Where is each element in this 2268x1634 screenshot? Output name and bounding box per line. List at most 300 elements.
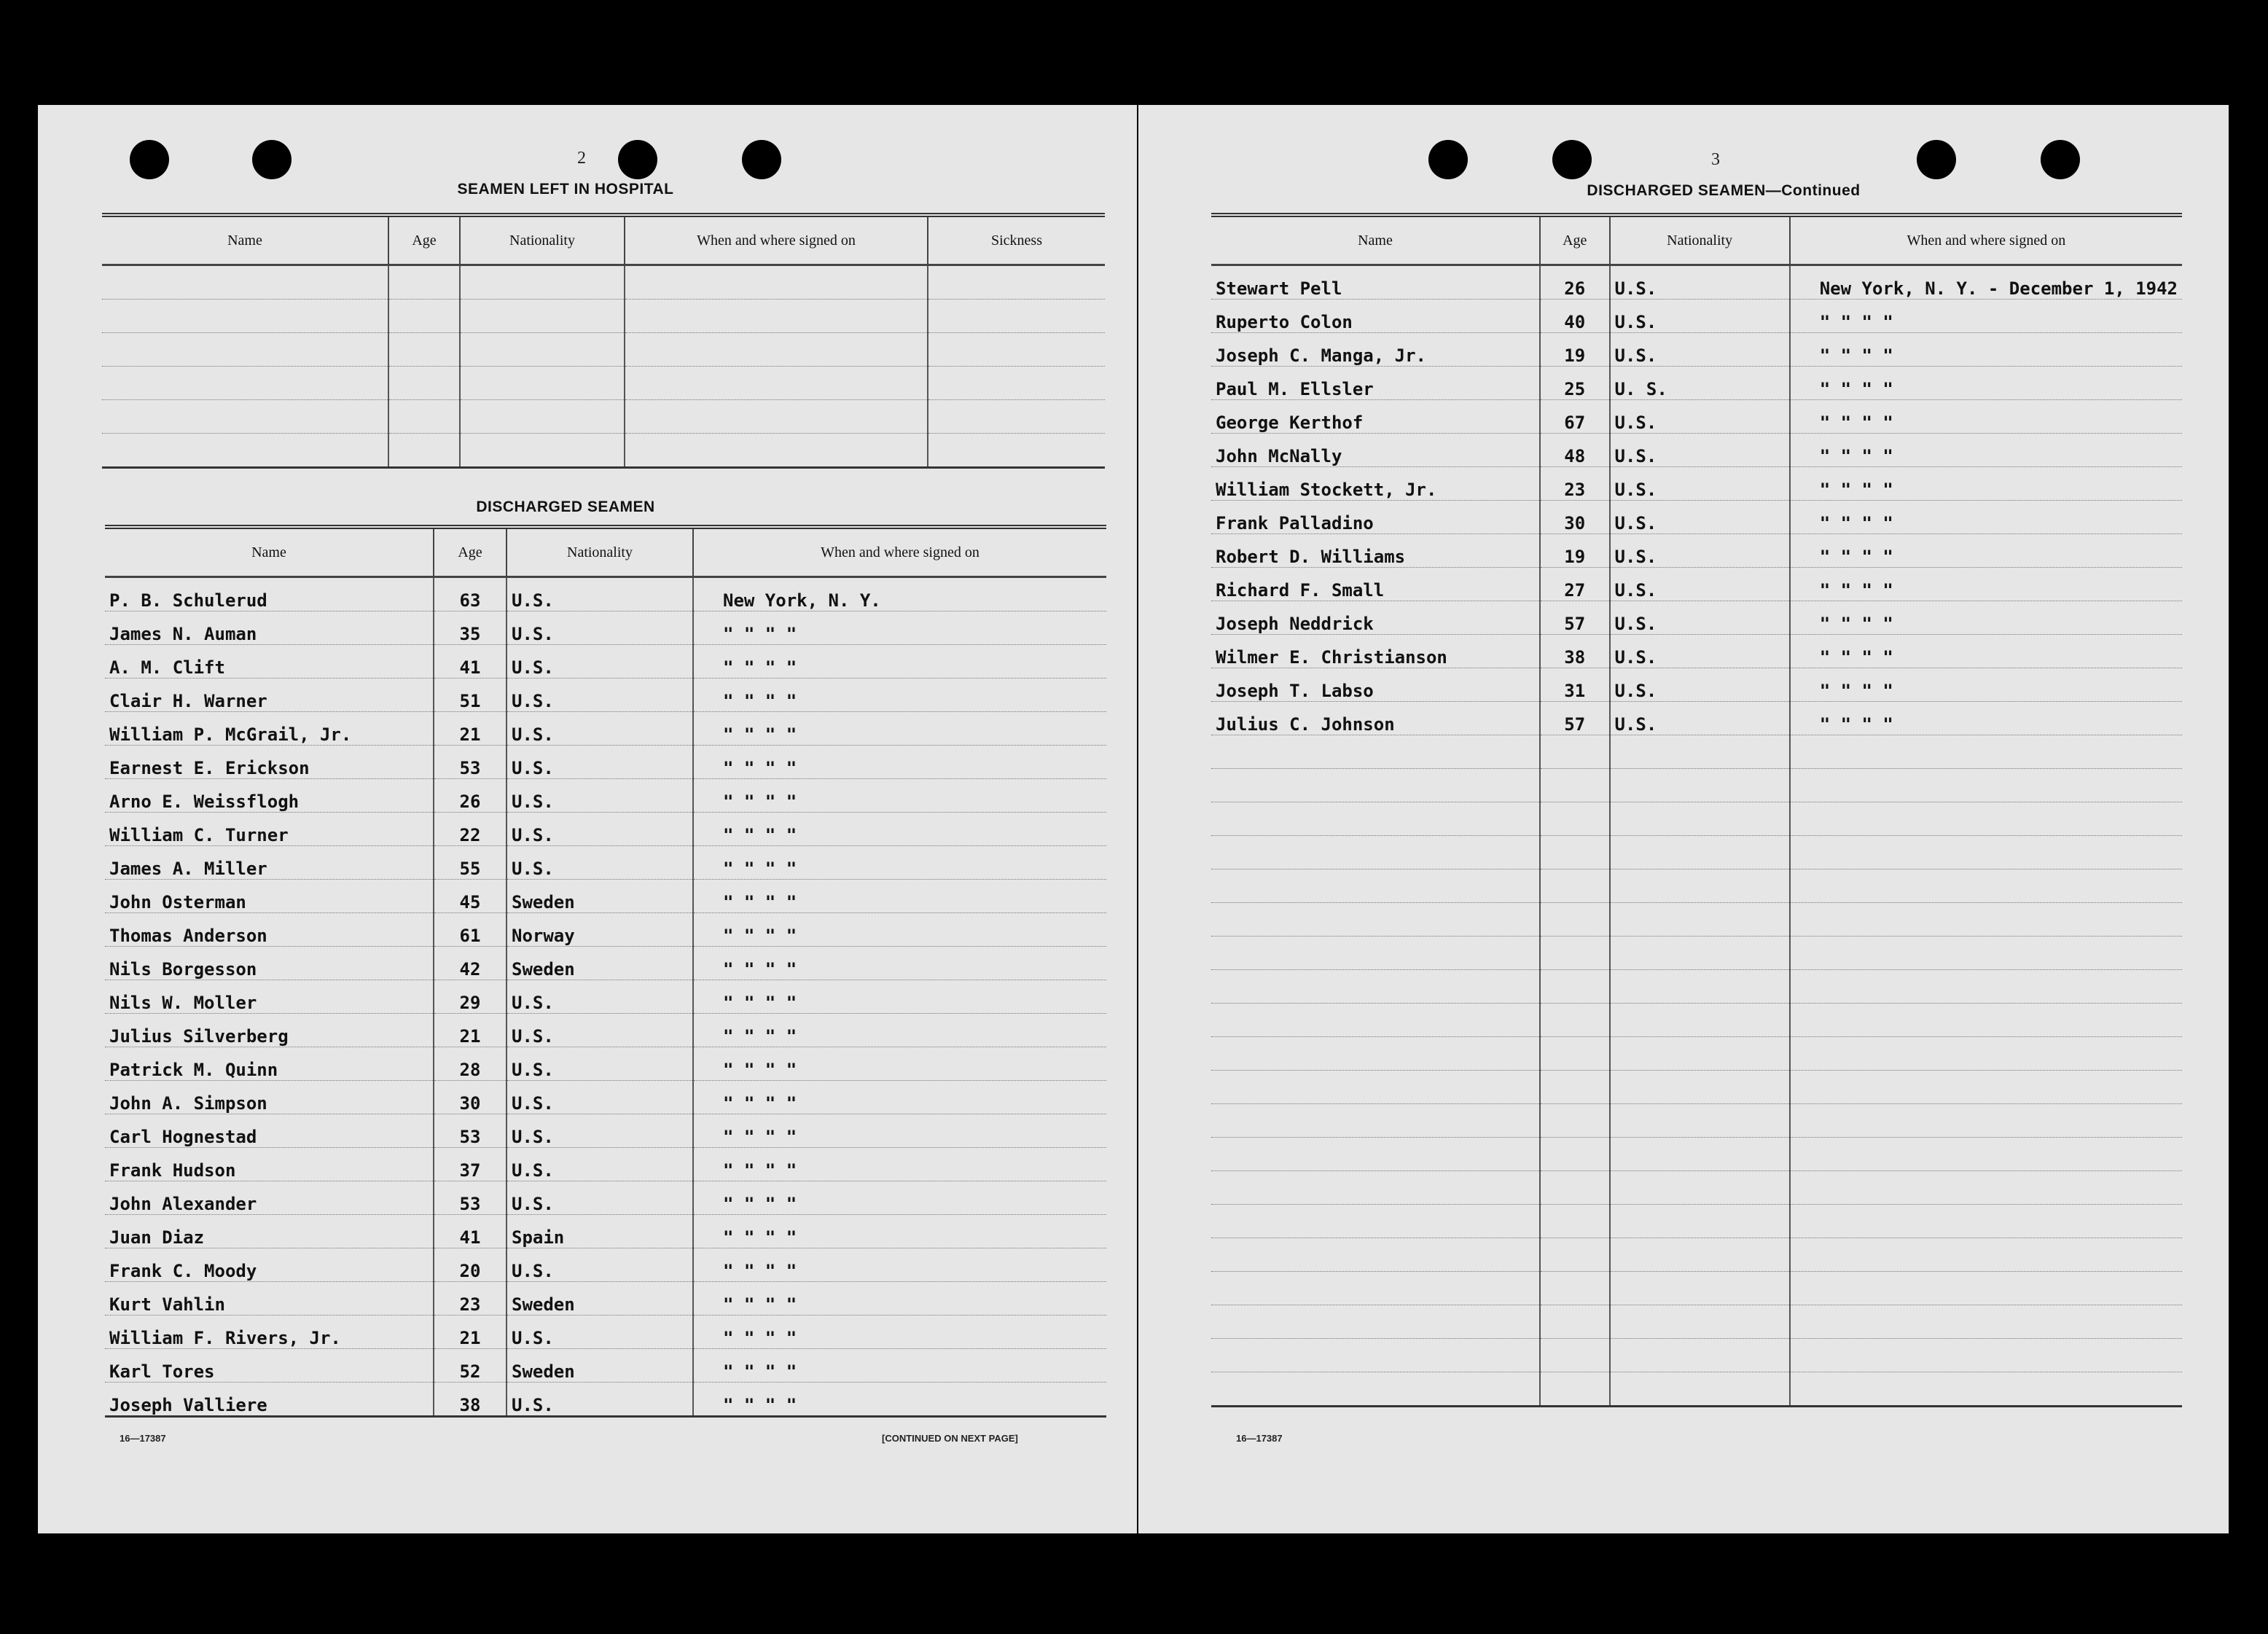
cell-age [1540,1205,1610,1238]
cell-age: 19 [1540,534,1610,568]
punch-hole [618,140,657,179]
page-number: 3 [1711,150,1720,169]
cell-age [1540,1037,1610,1071]
cell-name: Nils W. Moller [105,980,434,1014]
table-row [1211,869,2182,903]
table-row [105,746,1106,779]
table-row [1211,501,2182,534]
cell-name [1211,1037,1540,1071]
table-row [1211,1037,2182,1071]
continued-note: [CONTINUED ON NEXT PAGE] [882,1433,1018,1444]
table-row [1211,300,2182,333]
table-row [1211,769,2182,802]
cell-name: Frank C. Moody [105,1248,434,1282]
cell-age: 67 [1540,400,1610,434]
table-row [1211,534,2182,568]
cell-nationality [1610,970,1790,1004]
cell-nationality [1610,1138,1790,1171]
cell-signed-on [1790,903,2182,937]
cell-nationality: U.S. [507,1148,693,1181]
col-nationality: Nationality [507,527,693,577]
cell-signed-on: " " " " [693,1014,1106,1047]
cell-name [1211,1305,1540,1339]
table-row [105,645,1106,679]
table-row [102,367,1105,400]
table-row [1211,668,2182,702]
cell-age [1540,970,1610,1004]
table-row [105,980,1106,1014]
cell-age: 63 [434,577,507,611]
table-row [1211,1272,2182,1305]
cell-signed-on [1790,937,2182,970]
cell-age [1540,802,1610,836]
cell-name: Paul M. Ellsler [1211,367,1540,400]
punch-hole [1428,140,1468,179]
col-name: Name [102,215,388,265]
cell-age: 35 [434,611,507,645]
table-row [105,947,1106,980]
cell-signed-on [1790,802,2182,836]
table-row [102,434,1105,468]
cell-nationality: Sweden [507,1349,693,1383]
cell-signed-on: " " " " [1790,333,2182,367]
cell-nationality: U.S. [507,980,693,1014]
cell-signed-on: " " " " [693,947,1106,980]
cell-age: 55 [434,846,507,880]
cell-signed-on [1790,1004,2182,1037]
cell-age: 21 [434,712,507,746]
table-row [1211,1071,2182,1104]
cell-signed-on: " " " " [1790,400,2182,434]
cell-signed-on: " " " " [1790,501,2182,534]
table-row [1211,400,2182,434]
cell-signed-on: " " " " [693,1215,1106,1248]
cell-signed-on: " " " " [693,913,1106,947]
cell-name: Ruperto Colon [1211,300,1540,333]
cell-age: 22 [434,813,507,846]
cell-name: Joseph Valliere [105,1383,434,1417]
table-row [105,1181,1106,1215]
table-row [102,400,1105,434]
cell-nationality [1610,1205,1790,1238]
cell-nationality: Sweden [507,1282,693,1316]
cell-signed-on: " " " " [1790,434,2182,467]
cell-name: Carl Hognestad [105,1114,434,1148]
cell-name: James N. Auman [105,611,434,645]
cell-nationality [1610,869,1790,903]
cell-name [1211,1238,1540,1272]
punch-hole [742,140,781,179]
cell-signed-on: " " " " [1790,601,2182,635]
table-row [1211,1305,2182,1339]
cell-age: 40 [1540,300,1610,333]
cell-signed-on [1790,1104,2182,1138]
cell-signed-on [1790,1272,2182,1305]
cell-nationality [1610,1171,1790,1205]
cell-age: 31 [1540,668,1610,702]
table-row [105,1014,1106,1047]
cell-age [1540,869,1610,903]
cell-nationality [1610,836,1790,869]
cell-signed-on: " " " " [693,1148,1106,1181]
cell-name: A. M. Clift [105,645,434,679]
cell-name [1211,937,1540,970]
cell-nationality: U.S. [1610,400,1790,434]
cell-name: Clair H. Warner [105,679,434,712]
punch-hole [1917,140,1956,179]
cell-nationality [1610,769,1790,802]
table-row [105,577,1106,611]
table-row [1211,635,2182,668]
table-row [1211,970,2182,1004]
cell-name: Joseph T. Labso [1211,668,1540,702]
cell-signed-on [1790,1339,2182,1372]
cell-signed-on: " " " " [693,611,1106,645]
cell-name: Julius C. Johnson [1211,702,1540,735]
cell-age [1540,1372,1610,1407]
table-row [105,1215,1106,1248]
cell-age: 20 [434,1248,507,1282]
table-row [105,1114,1106,1148]
table-row [1211,735,2182,769]
cell-nationality: Sweden [507,947,693,980]
cell-signed-on: " " " " [1790,568,2182,601]
left-page [38,105,1137,1533]
table-row [105,813,1106,846]
cell-signed-on [1790,1205,2182,1238]
cell-age: 38 [434,1383,507,1417]
cell-age [1540,1339,1610,1372]
cell-signed-on: " " " " [693,1248,1106,1282]
cell-nationality [1610,1004,1790,1037]
table-row [105,1148,1106,1181]
cell-age [1540,937,1610,970]
cell-nationality: U.S. [507,712,693,746]
cell-name: Karl Tores [105,1349,434,1383]
cell-name [1211,769,1540,802]
cell-nationality [1610,1272,1790,1305]
cell-age: 23 [434,1282,507,1316]
cell-name [1211,1138,1540,1171]
discharged-continued-table [1211,213,2182,1407]
cell-nationality: U.S. [507,1114,693,1148]
cell-nationality [1610,1037,1790,1071]
cell-nationality: U.S. [507,779,693,813]
cell-nationality [1610,903,1790,937]
cell-age: 41 [434,1215,507,1248]
cell-signed-on [1790,1305,2182,1339]
table-row [1211,1104,2182,1138]
right-page [1138,105,2229,1533]
table-row [105,1316,1106,1349]
table-row [1211,836,2182,869]
table-row [1211,702,2182,735]
table-row [105,1047,1106,1081]
cell-signed-on: " " " " [1790,534,2182,568]
cell-name: Nils Borgesson [105,947,434,980]
cell-nationality [1610,1104,1790,1138]
discharged-continued-heading: DISCHARGED SEAMEN—Continued [1587,182,1861,199]
table-row [102,300,1105,333]
cell-nationality: U.S. [507,1081,693,1114]
cell-name: Arno E. Weissflogh [105,779,434,813]
form-number: 16—17387 [120,1433,166,1444]
cell-signed-on: " " " " [693,712,1106,746]
cell-signed-on [1790,1071,2182,1104]
cell-name: James A. Miller [105,846,434,880]
punch-hole [252,140,292,179]
cell-name: Earnest E. Erickson [105,746,434,779]
hospital-heading: SEAMEN LEFT IN HOSPITAL [457,181,674,198]
cell-age: 53 [434,1114,507,1148]
cell-nationality: U.S. [1610,568,1790,601]
table-row [1211,1238,2182,1272]
cell-signed-on: " " " " [1790,668,2182,702]
cell-age: 28 [434,1047,507,1081]
table-row [1211,1138,2182,1171]
cell-age [1540,1238,1610,1272]
table-row [1211,1372,2182,1407]
cell-nationality: U.S. [1610,501,1790,534]
col-nationality: Nationality [1610,215,1790,265]
cell-nationality: U.S. [1610,434,1790,467]
col-signed-on: When and where signed on [625,215,928,265]
cell-nationality: U.S. [1610,601,1790,635]
cell-name: Juan Diaz [105,1215,434,1248]
cell-age: 52 [434,1349,507,1383]
cell-signed-on [1790,1138,2182,1171]
table-row [1211,568,2182,601]
cell-age [1540,769,1610,802]
table-row [105,1081,1106,1114]
cell-signed-on: " " " " [693,1081,1106,1114]
cell-name: George Kerthof [1211,400,1540,434]
cell-nationality [1610,1372,1790,1407]
cell-signed-on [1790,1171,2182,1205]
col-nationality: Nationality [460,215,625,265]
table-row [105,779,1106,813]
cell-age [1540,1171,1610,1205]
cell-signed-on: " " " " [693,880,1106,913]
cell-age: 23 [1540,467,1610,501]
cell-name [1211,1171,1540,1205]
cell-age: 41 [434,645,507,679]
cell-signed-on: New York, N. Y. [693,577,1106,611]
cell-name [1211,802,1540,836]
cell-nationality: U.S. [1610,702,1790,735]
col-age: Age [1540,215,1610,265]
cell-name: John McNally [1211,434,1540,467]
cell-name [1211,903,1540,937]
table-row [105,1349,1106,1383]
cell-signed-on: " " " " [693,1316,1106,1349]
cell-nationality: U.S. [1610,668,1790,702]
table-row [1211,937,2182,970]
table-row [1211,802,2182,836]
cell-age: 42 [434,947,507,980]
cell-signed-on: " " " " [693,1282,1106,1316]
table-row [102,333,1105,367]
cell-name [1211,1339,1540,1372]
cell-age: 51 [434,679,507,712]
cell-age [1540,1004,1610,1037]
table-row [105,611,1106,645]
cell-nationality: U.S. [507,1047,693,1081]
cell-nationality: U. S. [1610,367,1790,400]
cell-name [1211,1372,1540,1407]
cell-signed-on [1790,1372,2182,1407]
table-row [1211,367,2182,400]
cell-age: 61 [434,913,507,947]
cell-name: Robert D. Williams [1211,534,1540,568]
cell-name [1211,836,1540,869]
table-row [105,1282,1106,1316]
table-row [1211,333,2182,367]
cell-age: 29 [434,980,507,1014]
cell-nationality: Sweden [507,880,693,913]
page-number: 2 [577,149,586,168]
table-row [1211,1205,2182,1238]
cell-signed-on: " " " " [693,980,1106,1014]
cell-name [1211,1071,1540,1104]
col-signed-on: When and where signed on [1790,215,2182,265]
cell-signed-on: " " " " [1790,300,2182,333]
cell-name: John A. Simpson [105,1081,434,1114]
table-row [1211,1171,2182,1205]
cell-name [1211,1104,1540,1138]
cell-name: Frank Palladino [1211,501,1540,534]
table-row [105,712,1106,746]
cell-signed-on [1790,970,2182,1004]
cell-name: William Stockett, Jr. [1211,467,1540,501]
table-row [105,679,1106,712]
table-row [105,913,1106,947]
cell-signed-on: " " " " [693,1181,1106,1215]
cell-name: Patrick M. Quinn [105,1047,434,1081]
cell-name: Joseph C. Manga, Jr. [1211,333,1540,367]
cell-nationality [1610,1305,1790,1339]
cell-signed-on [1790,1238,2182,1272]
table-row [1211,1004,2182,1037]
cell-age: 21 [434,1014,507,1047]
cell-signed-on: New York, N. Y. - December 1, 1942 [1790,265,2182,300]
cell-signed-on: " " " " [693,645,1106,679]
cell-signed-on [1790,869,2182,903]
cell-signed-on: " " " " [693,1114,1106,1148]
cell-nationality: U.S. [507,1316,693,1349]
col-signed-on: When and where signed on [693,527,1106,577]
table-row [105,846,1106,880]
cell-signed-on: " " " " [693,679,1106,712]
table-row [1211,434,2182,467]
cell-name [1211,869,1540,903]
cell-age: 26 [1540,265,1610,300]
cell-signed-on: " " " " [693,1047,1106,1081]
cell-age: 53 [434,746,507,779]
cell-age: 37 [434,1148,507,1181]
cell-age [1540,1138,1610,1171]
cell-nationality: U.S. [1610,635,1790,668]
cell-age: 57 [1540,702,1610,735]
punch-hole [2041,140,2080,179]
cell-nationality: U.S. [507,746,693,779]
cell-age [1540,903,1610,937]
cell-name [1211,1205,1540,1238]
cell-name: Richard F. Small [1211,568,1540,601]
cell-age: 45 [434,880,507,913]
cell-age: 25 [1540,367,1610,400]
cell-nationality [1610,735,1790,769]
col-age: Age [388,215,460,265]
table-row [105,1248,1106,1282]
cell-signed-on: " " " " [693,779,1106,813]
cell-name [1211,1272,1540,1305]
cell-nationality: U.S. [1610,300,1790,333]
cell-name [1211,1004,1540,1037]
table-row [1211,601,2182,635]
cell-signed-on: " " " " [693,813,1106,846]
hospital-table [102,213,1105,469]
table-row [105,1383,1106,1417]
cell-nationality: Norway [507,913,693,947]
table-row [105,880,1106,913]
cell-name [1211,735,1540,769]
table-row [1211,467,2182,501]
cell-name: Julius Silverberg [105,1014,434,1047]
cell-age [1540,1104,1610,1138]
cell-nationality [1610,802,1790,836]
table-row [1211,1339,2182,1372]
cell-age: 27 [1540,568,1610,601]
cell-nationality [1610,1238,1790,1272]
cell-age [1540,1272,1610,1305]
col-age: Age [434,527,507,577]
cell-age: 26 [434,779,507,813]
cell-age: 30 [1540,501,1610,534]
table-row [1211,265,2182,300]
cell-age [1540,1305,1610,1339]
discharged-heading: DISCHARGED SEAMEN [476,499,655,515]
cell-name: John Osterman [105,880,434,913]
cell-signed-on [1790,1037,2182,1071]
cell-age: 57 [1540,601,1610,635]
cell-signed-on [1790,735,2182,769]
cell-nationality: U.S. [1610,467,1790,501]
col-sickness: Sickness [928,215,1105,265]
cell-signed-on: " " " " [693,1383,1106,1417]
cell-age: 30 [434,1081,507,1114]
cell-name: Wilmer E. Christianson [1211,635,1540,668]
punch-hole [130,140,169,179]
cell-age: 21 [434,1316,507,1349]
table-row [102,265,1105,300]
cell-nationality: U.S. [507,1014,693,1047]
cell-age [1540,1071,1610,1104]
form-number: 16—17387 [1236,1433,1283,1444]
cell-name [1211,970,1540,1004]
cell-name: Thomas Anderson [105,913,434,947]
cell-name: P. B. Schulerud [105,577,434,611]
cell-signed-on: " " " " [693,846,1106,880]
table-row [1211,903,2182,937]
cell-age: 48 [1540,434,1610,467]
cell-age [1540,735,1610,769]
col-name: Name [105,527,434,577]
cell-name: William P. McGrail, Jr. [105,712,434,746]
cell-nationality: U.S. [507,813,693,846]
cell-nationality: U.S. [507,1383,693,1417]
cell-signed-on: " " " " [1790,702,2182,735]
